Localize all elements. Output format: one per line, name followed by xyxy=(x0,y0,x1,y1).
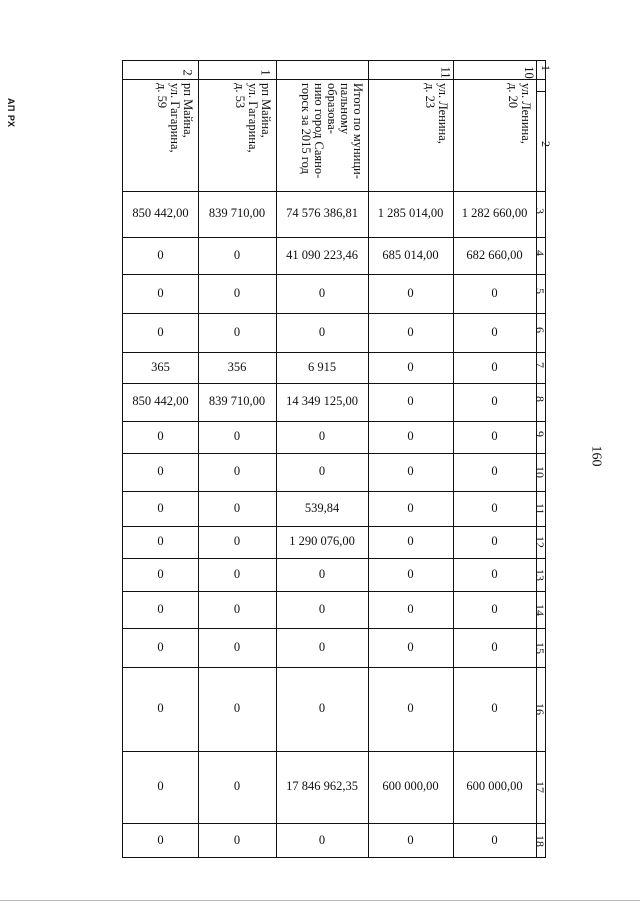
header-split-divider xyxy=(536,91,545,92)
row-divider xyxy=(123,352,545,353)
row-number: 4 xyxy=(533,249,547,256)
table-cell: 0 xyxy=(233,779,241,793)
table-cell: 0 xyxy=(407,601,414,616)
table-cell: 0 xyxy=(491,429,498,443)
table-cell: 0 xyxy=(318,639,326,654)
table-cell: 1 285 014,00 xyxy=(377,206,444,220)
column-index-5: 10 xyxy=(521,66,536,79)
table-cell: 850 442,00 xyxy=(132,394,189,408)
header-index-divider xyxy=(123,79,545,80)
row-divider xyxy=(123,421,545,422)
table-cell: 0 xyxy=(407,324,414,339)
table-cell: 356 xyxy=(227,359,247,374)
table-cell: 0 xyxy=(233,285,241,300)
table-cell: 0 xyxy=(157,285,164,300)
table-cell: 0 xyxy=(407,500,414,515)
row-divider xyxy=(123,383,545,384)
table-cell: 0 xyxy=(407,701,414,715)
row-divider xyxy=(123,313,545,314)
table-cell: 0 xyxy=(491,500,498,515)
table-cell: 0 xyxy=(491,601,498,616)
table-cell: 0 xyxy=(318,285,326,300)
column-index-1: 2 xyxy=(180,69,195,76)
row-divider xyxy=(123,191,545,192)
column-divider xyxy=(276,61,277,857)
column-header: рп Майна, ул. Гагарина, д. 53 xyxy=(233,83,273,153)
column-header: рп Майна, ул. Гагарина, д. 59 xyxy=(155,83,195,153)
table-cell: 0 xyxy=(233,639,241,654)
table-cell: 365 xyxy=(151,359,170,374)
archive-stamp: АП РХ xyxy=(6,98,16,128)
table-cell: 0 xyxy=(407,534,414,548)
table-cell: 0 xyxy=(407,359,414,374)
table-cell: 0 xyxy=(407,566,414,581)
table-cell: 539,84 xyxy=(304,500,340,515)
table-cell: 0 xyxy=(407,285,414,300)
table-cell: 0 xyxy=(318,601,326,616)
row-number: 8 xyxy=(533,396,547,402)
table-cell: 0 xyxy=(407,429,414,443)
row-number: 12 xyxy=(533,536,547,548)
column-index-4: 11 xyxy=(438,66,453,79)
table-cell: 74 576 386,81 xyxy=(286,206,358,220)
table-cell: 0 xyxy=(157,247,164,262)
table-cell: 0 xyxy=(157,464,164,478)
table-cell: 0 xyxy=(491,566,498,581)
table-cell: 41 090 223,46 xyxy=(286,247,358,262)
table-cell: 839 710,00 xyxy=(208,394,266,408)
table-cell: 0 xyxy=(318,566,326,581)
data-table xyxy=(122,60,553,858)
table-cell: 0 xyxy=(491,833,498,847)
table-cell: 0 xyxy=(157,566,164,581)
row-number: 9 xyxy=(533,431,547,437)
table-cell: 0 xyxy=(407,464,414,478)
row-number: 7 xyxy=(533,361,547,368)
table-cell: 0 xyxy=(233,464,241,478)
row-divider xyxy=(123,751,545,752)
table-cell: 14 349 125,00 xyxy=(286,394,358,408)
row-divider xyxy=(123,558,545,559)
table-cell: 1 282 660,00 xyxy=(461,206,528,220)
row-number: 6 xyxy=(533,326,547,333)
table-cell: 0 xyxy=(491,534,498,548)
table-cell: 0 xyxy=(491,639,498,654)
row-divider xyxy=(123,823,545,824)
table-cell: 685 014,00 xyxy=(382,247,439,262)
table-cell: 0 xyxy=(407,394,414,408)
page-edge-divider xyxy=(0,900,640,901)
table-cell: 0 xyxy=(233,247,241,262)
table-cell: 0 xyxy=(157,324,164,339)
header-index-2: 2 xyxy=(539,141,553,147)
table-cell: 850 442,00 xyxy=(132,206,189,220)
row-number: 5 xyxy=(533,287,547,294)
page-number: 160 xyxy=(588,445,604,467)
table-cell: 0 xyxy=(157,779,164,793)
row-divider xyxy=(123,628,545,629)
table-cell: 0 xyxy=(318,464,326,478)
table-cell: 600 000,00 xyxy=(466,779,523,793)
table-cell: 600 000,00 xyxy=(382,779,439,793)
column-header: Итого по муници- пальному образова- нию город Саяно- горск за 2015 год xyxy=(299,83,365,179)
table-cell: 0 xyxy=(407,833,414,847)
column-divider xyxy=(453,61,454,857)
table-cell: 0 xyxy=(318,701,326,715)
table-cell: 6 915 xyxy=(307,359,337,374)
table-cell: 0 xyxy=(233,833,241,847)
header-index-1: 1 xyxy=(539,65,553,71)
table-cell: 0 xyxy=(233,324,241,339)
table-cell: 0 xyxy=(491,359,498,374)
row-number: 16 xyxy=(533,703,547,715)
table-cell: 0 xyxy=(157,833,164,847)
row-divider xyxy=(123,237,545,238)
table-cell: 0 xyxy=(157,639,164,654)
table-cell: 0 xyxy=(233,534,241,548)
row-number: 13 xyxy=(533,568,547,581)
row-number: 18 xyxy=(533,835,547,847)
column-header: ул. Ленина, д. 23 xyxy=(423,83,450,144)
table-cell: 0 xyxy=(407,639,414,654)
table-cell: 0 xyxy=(233,566,241,581)
table-cell: 0 xyxy=(491,324,498,339)
row-number: 11 xyxy=(533,502,547,515)
table-cell: 17 846 962,35 xyxy=(286,779,358,793)
column-header: ул. Ленина, д. 20 xyxy=(506,83,533,144)
table-cell: 0 xyxy=(157,429,164,443)
column-divider xyxy=(198,61,199,857)
table-cell: 0 xyxy=(233,601,241,616)
column-index-2: 1 xyxy=(258,69,273,76)
row-divider xyxy=(123,591,545,592)
table-cell: 0 xyxy=(157,534,164,548)
table-cell: 0 xyxy=(318,429,326,443)
row-number: 15 xyxy=(533,641,547,654)
table-cell: 0 xyxy=(157,701,164,715)
column-divider xyxy=(368,61,369,857)
table-cell: 1 290 076,00 xyxy=(289,534,355,548)
row-number: 17 xyxy=(533,781,547,793)
table-cell: 682 660,00 xyxy=(466,247,523,262)
table-cell: 0 xyxy=(157,601,164,616)
table-cell: 0 xyxy=(233,701,241,715)
column-divider xyxy=(536,61,537,857)
table-cell: 0 xyxy=(233,500,241,515)
table-cell: 0 xyxy=(233,429,241,443)
table-cell: 0 xyxy=(318,324,326,339)
table-cell: 0 xyxy=(491,701,498,715)
row-number: 14 xyxy=(533,603,547,616)
row-divider xyxy=(123,526,545,527)
table-cell: 0 xyxy=(491,394,498,408)
row-number: 3 xyxy=(533,208,547,214)
table-cell: 839 710,00 xyxy=(208,206,266,220)
table-cell: 0 xyxy=(491,285,498,300)
row-divider xyxy=(123,491,545,492)
table-cell: 0 xyxy=(318,833,326,847)
table-cell: 0 xyxy=(157,500,164,515)
row-divider xyxy=(123,667,545,668)
row-divider xyxy=(123,453,545,454)
row-divider xyxy=(123,274,545,275)
table-cell: 0 xyxy=(491,464,498,478)
row-number: 10 xyxy=(533,466,547,478)
